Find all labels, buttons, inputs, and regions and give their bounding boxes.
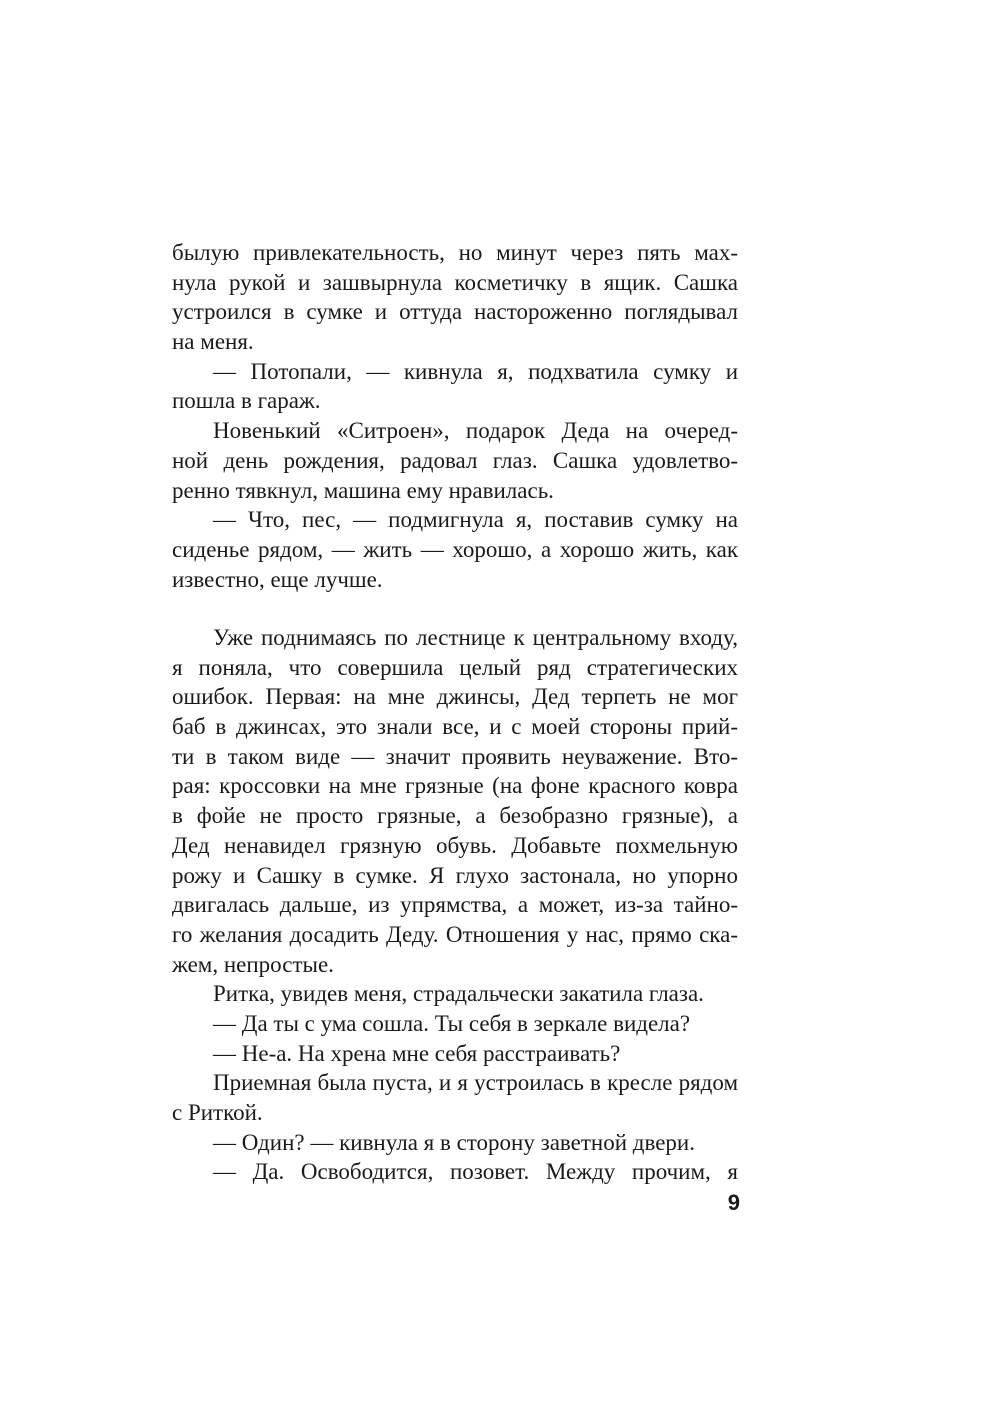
text-section-2: [172, 623, 738, 1187]
paragraph: [172, 416, 738, 505]
text-section-1: [172, 238, 738, 594]
text-line: Дед ненавидел грязную обувь. Добавьте похмельную: [172, 832, 738, 858]
text-line: баб в джинсах, это знали все, и с моей стороны прий-: [172, 714, 738, 740]
text-line: — Да. Освободится, позовет. Между прочим, я: [213, 1159, 738, 1185]
text-line: Приемная была пуста, и я устроилась в кресле рядом: [213, 1070, 738, 1096]
text-line: ти в таком виде — значит проявить неуважение. Вто-: [172, 743, 738, 769]
text-line: — Что, пес, — подмигнула я, поставив сумку на: [213, 507, 738, 533]
text-line: ошибок. Первая: на мне джинсы, Дед терпеть не мог: [172, 684, 738, 710]
paragraph: [172, 1157, 738, 1187]
text-line: рая: кроссовки на мне грязные (на фоне красного ковра: [172, 773, 738, 799]
text-line: известно, еще лучше.: [172, 566, 383, 592]
text-line: сиденье рядом, — жить — хорошо, а хорошо жить, как: [172, 536, 738, 562]
text-line: жем, непростые.: [172, 951, 334, 977]
paragraph: [172, 1009, 738, 1039]
text-line: го желания досадить Деду. Отношения у нас, прямо ска-: [172, 921, 738, 947]
paragraph: [172, 1039, 738, 1069]
text-line: Ритка, увидев меня, страдальчески закатила глаза.: [213, 981, 704, 1007]
page-number: 9: [727, 1190, 740, 1215]
paragraph: [172, 505, 738, 594]
text-line: — Не-а. На хрена мне себя расстраивать?: [213, 1040, 621, 1066]
text-line: устроился в сумке и оттуда настороженно поглядывал: [172, 299, 738, 325]
text-line: на меня.: [172, 329, 254, 355]
text-line: — Один? — кивнула я в сторону заветной двери.: [213, 1129, 695, 1155]
text-line: в фойе не просто грязные, а безобразно грязные), а: [172, 803, 738, 829]
paragraph: [172, 357, 738, 416]
text-line: ренно тявкнул, машина ему нравилась.: [172, 477, 554, 503]
paragraph: [172, 1068, 738, 1127]
text-line: — Потопали, — кивнула я, подхватила сумку и: [213, 358, 738, 384]
text-line: былую привлекательность, но минут через пять мах-: [172, 240, 738, 265]
text-line: Новенький «Ситроен», подарок Деда на очеред-: [213, 418, 738, 444]
paragraph: [172, 238, 738, 357]
text-line: двигалась дальше, из упрямства, а может, из-за тайно-: [172, 892, 738, 918]
text-line: Уже поднимаясь по лестнице к центральному входу,: [213, 625, 738, 650]
text-line: с Риткой.: [172, 1100, 263, 1125]
text-line: пошла в гараж.: [172, 388, 321, 414]
text-line: ной день рождения, радовал глаз. Сашка удовлетво-: [172, 447, 738, 473]
text-line: я поняла, что совершила целый ряд стратегических: [172, 654, 738, 680]
paragraph: [172, 623, 738, 979]
text-line: нула рукой и зашвырнула косметичку в ящик. Сашка: [172, 269, 738, 295]
paragraph: [172, 1128, 738, 1158]
paragraph: [172, 979, 738, 1009]
text-line: — Да ты с ума сошла. Ты себя в зеркале видела?: [213, 1010, 691, 1036]
text-line: рожу и Сашку в сумке. Я глухо застонала, но упорно: [172, 862, 738, 888]
